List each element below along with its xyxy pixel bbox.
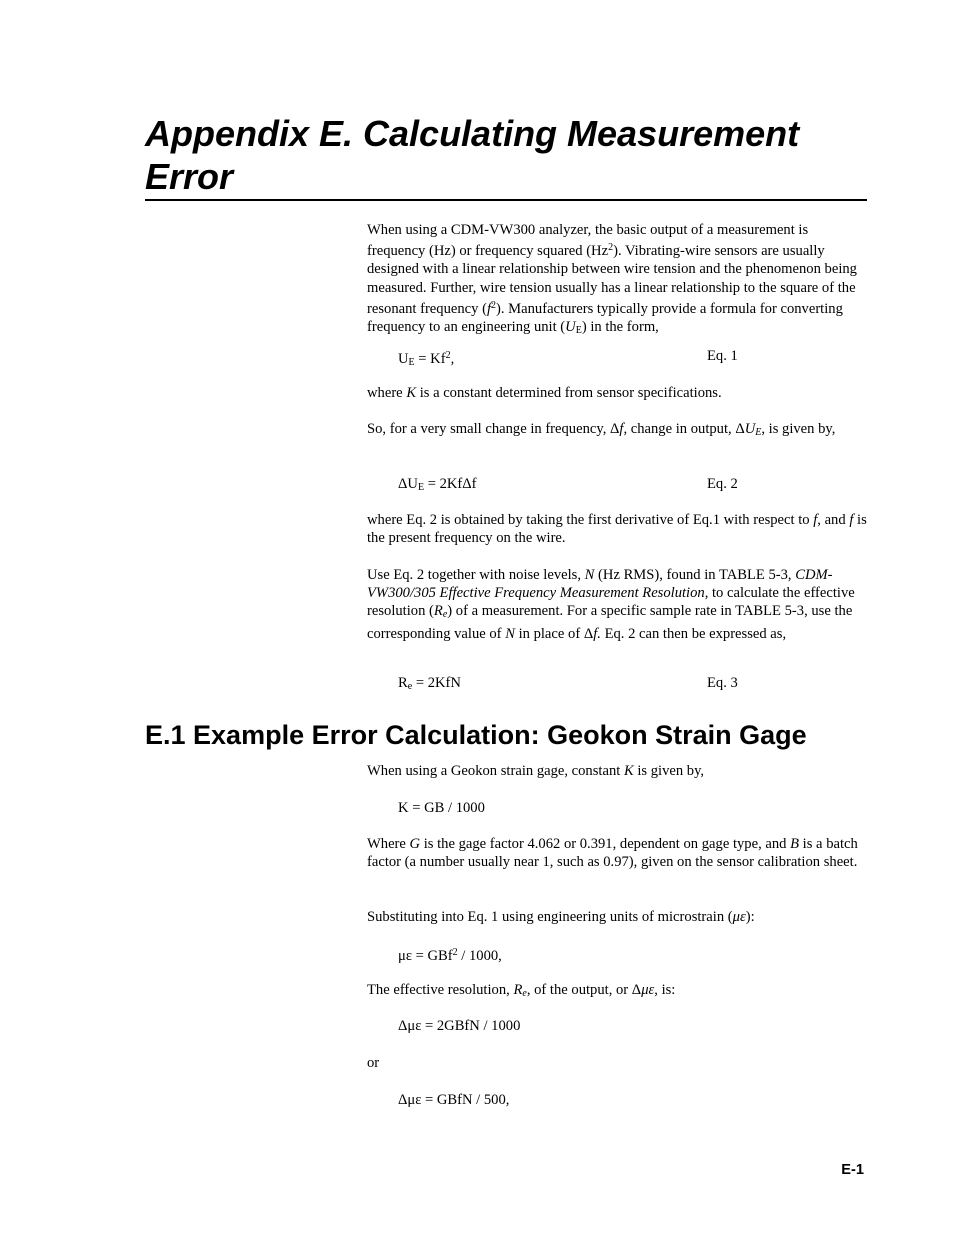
equation-1-label: Eq. 1 [707,348,738,364]
equation-2-label: Eq. 2 [707,476,738,492]
derivative-paragraph: where Eq. 2 is obtained by taking the first derivative of Eq.1 with respect to f, and f is the present frequency on the wire. [367,512,867,547]
title-rule [145,199,867,201]
small-change-paragraph: So, for a very small change in frequency, Δf, change in output, $\Delta U_E$, is given by, [367,421,836,438]
substituting-paragraph: Substituting into Eq. 1 using engineering units of microstrain (με): [367,909,755,925]
equation-delta-microstrain-1: Δμε = 2GBfN / 1000 [398,1018,521,1034]
page-number: E-1 [841,1162,864,1178]
gage-factor-paragraph: Where G is the gage factor 4.062 or 0.391, dependent on gage type, and B is a batch factor (a number usually near 1, such as 0.97), given on the sensor calibration sheet. [367,836,858,871]
equation-delta-microstrain-2: Δμε = GBfN / 500, [398,1092,510,1108]
noise-levels-paragraph: Use Eq. 2 together with noise levels, N (Hz RMS), found in TABLE 5-3, CDM-VW300/305 Effective Frequency Measurement Resolution, to calculate the effective resolution $(R_e)$ of a measurement. For a specific sample rate in TABLE 5-3, use the corresponding value of N in place of Δf. Eq. 2 can then be expressed as, [367,567,855,642]
section-heading: E.1 Example Error Calculation: Geokon Strain Gage [145,720,807,750]
intro-paragraph: When using a CDM-VW300 analyzer, the basic output of a measurement is frequency (Hz) or frequency squared (Hz$^2$). Vibrating-wire sensors are usually designed with a linear relationship between wire tension and the phenomenon being measured. Further, wire tension usually has a linear relationship to the square of the resonant frequency $(f^2)$. Manufacturers typically provide a formula for converting frequency to an engineering unit $(U_E)$ in the form, [367,222,857,337]
equation-microstrain: με = GBf$^2$ / 1000, [398,947,502,964]
equation-k: K = GB / 1000 [398,800,485,816]
constant-k-paragraph: where K is a constant determined from sensor specifications. [367,385,722,401]
effective-resolution-paragraph: The effective resolution, $R_e$, of the output, or Δμε, is: [367,982,676,999]
page-title: Appendix E. Calculating Measurement Error [145,113,800,197]
equation-1: $U_E = Kf^2$, [398,350,455,368]
geokon-paragraph: When using a Geokon strain gage, constant K is given by, [367,763,705,779]
or-text: or [367,1055,380,1071]
equation-3-label: Eq. 3 [707,675,738,691]
equation-3: $R_e = 2KfN$ [398,675,461,692]
equation-2: $\Delta U_E = 2Kf\Delta f$ [398,476,477,493]
